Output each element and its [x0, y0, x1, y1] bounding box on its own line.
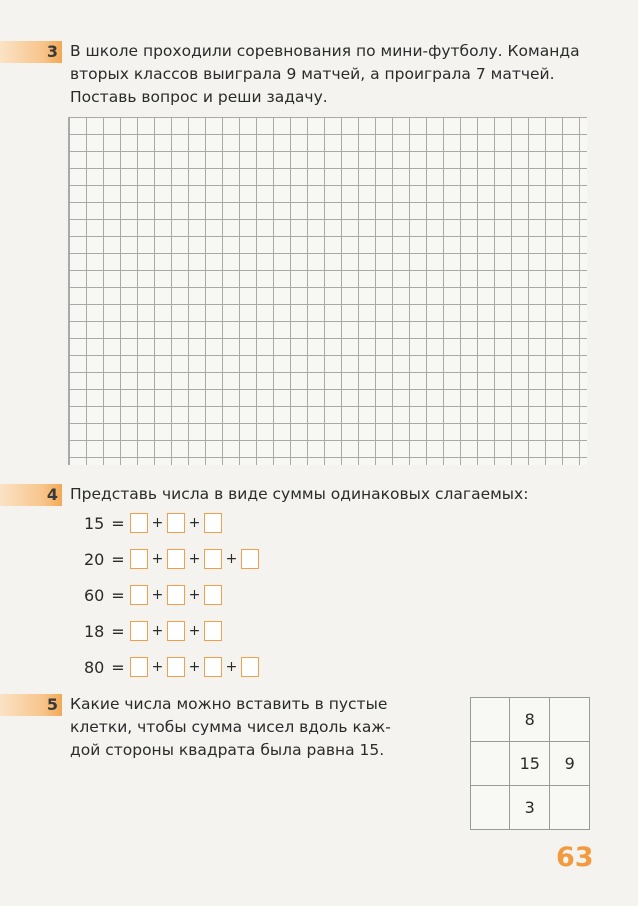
equals-sign: =	[111, 621, 125, 641]
page-number: 63	[556, 842, 594, 873]
answer-box[interactable]	[204, 513, 222, 533]
plus-sign: +	[151, 551, 164, 567]
plus-sign: +	[188, 587, 201, 603]
task-5-line: дой стороны квадрата была равна 15.	[70, 741, 385, 759]
square-row	[471, 786, 590, 830]
answer-box[interactable]	[204, 621, 222, 641]
task-3-number: 3	[46, 42, 58, 61]
plus-sign: +	[151, 623, 164, 639]
square-cell: 9	[550, 742, 590, 786]
answer-box[interactable]	[130, 621, 148, 641]
answer-box[interactable]	[167, 549, 185, 569]
square-empty-cell[interactable]	[550, 698, 590, 742]
square-cell: 8	[510, 698, 550, 742]
task-5-line: Какие числа можно вставить в пустые	[70, 695, 388, 713]
equals-sign: =	[111, 513, 125, 533]
equation-row	[84, 583, 222, 607]
plus-sign: +	[151, 515, 164, 531]
answer-grid[interactable]	[68, 117, 587, 465]
answer-box[interactable]	[204, 585, 222, 605]
plus-sign: +	[188, 515, 201, 531]
task-4-number: 4	[46, 485, 58, 504]
task-5-badge	[0, 694, 62, 716]
equation-number: 20	[84, 549, 105, 569]
equation-row	[84, 511, 222, 535]
equals-sign: =	[111, 585, 125, 605]
square-empty-cell[interactable]	[471, 786, 510, 830]
answer-box[interactable]	[241, 657, 259, 677]
task-5-text	[70, 693, 391, 762]
answer-box[interactable]	[130, 657, 148, 677]
task-3-line: Поставь вопрос и реши задачу.	[70, 88, 328, 106]
equation-number: 18	[84, 621, 105, 641]
answer-box[interactable]	[130, 549, 148, 569]
square-row	[471, 698, 590, 742]
magic-square	[470, 697, 590, 830]
square-cell: 15	[510, 742, 550, 786]
task-4-badge	[0, 484, 62, 506]
task-3-text	[70, 40, 580, 109]
answer-box[interactable]	[167, 657, 185, 677]
answer-box[interactable]	[130, 585, 148, 605]
task-4-instruction: Представь числа в виде суммы одинаковых слагаемых:	[70, 485, 529, 503]
plus-sign: +	[225, 659, 238, 675]
answer-box[interactable]	[130, 513, 148, 533]
equals-sign: =	[111, 549, 125, 569]
square-row	[471, 742, 590, 786]
plus-sign: +	[225, 551, 238, 567]
plus-sign: +	[188, 659, 201, 675]
equation-number: 80	[84, 657, 105, 677]
square-cell: 3	[510, 786, 550, 830]
equation-number: 15	[84, 513, 105, 533]
task-5-line: клетки, чтобы сумма чисел вдоль каж-	[70, 718, 391, 736]
equation-row	[84, 619, 222, 643]
equation-row	[84, 655, 259, 679]
square-empty-cell[interactable]	[471, 698, 510, 742]
equals-sign: =	[111, 657, 125, 677]
plus-sign: +	[188, 623, 201, 639]
plus-sign: +	[151, 659, 164, 675]
plus-sign: +	[151, 587, 164, 603]
answer-box[interactable]	[241, 549, 259, 569]
answer-box[interactable]	[167, 585, 185, 605]
plus-sign: +	[188, 551, 201, 567]
answer-box[interactable]	[167, 513, 185, 533]
task-3-line: В школе проходили соревнования по мини-футболу. Команда	[70, 42, 580, 60]
equation-number: 60	[84, 585, 105, 605]
square-empty-cell[interactable]	[550, 786, 590, 830]
equation-row	[84, 547, 259, 571]
task-5-number: 5	[46, 695, 58, 714]
answer-box[interactable]	[204, 657, 222, 677]
task-3-line: вторых классов выиграла 9 матчей, а проиграла 7 матчей.	[70, 65, 555, 83]
answer-box[interactable]	[167, 621, 185, 641]
square-empty-cell[interactable]	[471, 742, 510, 786]
answer-box[interactable]	[204, 549, 222, 569]
task-3-badge	[0, 41, 62, 63]
